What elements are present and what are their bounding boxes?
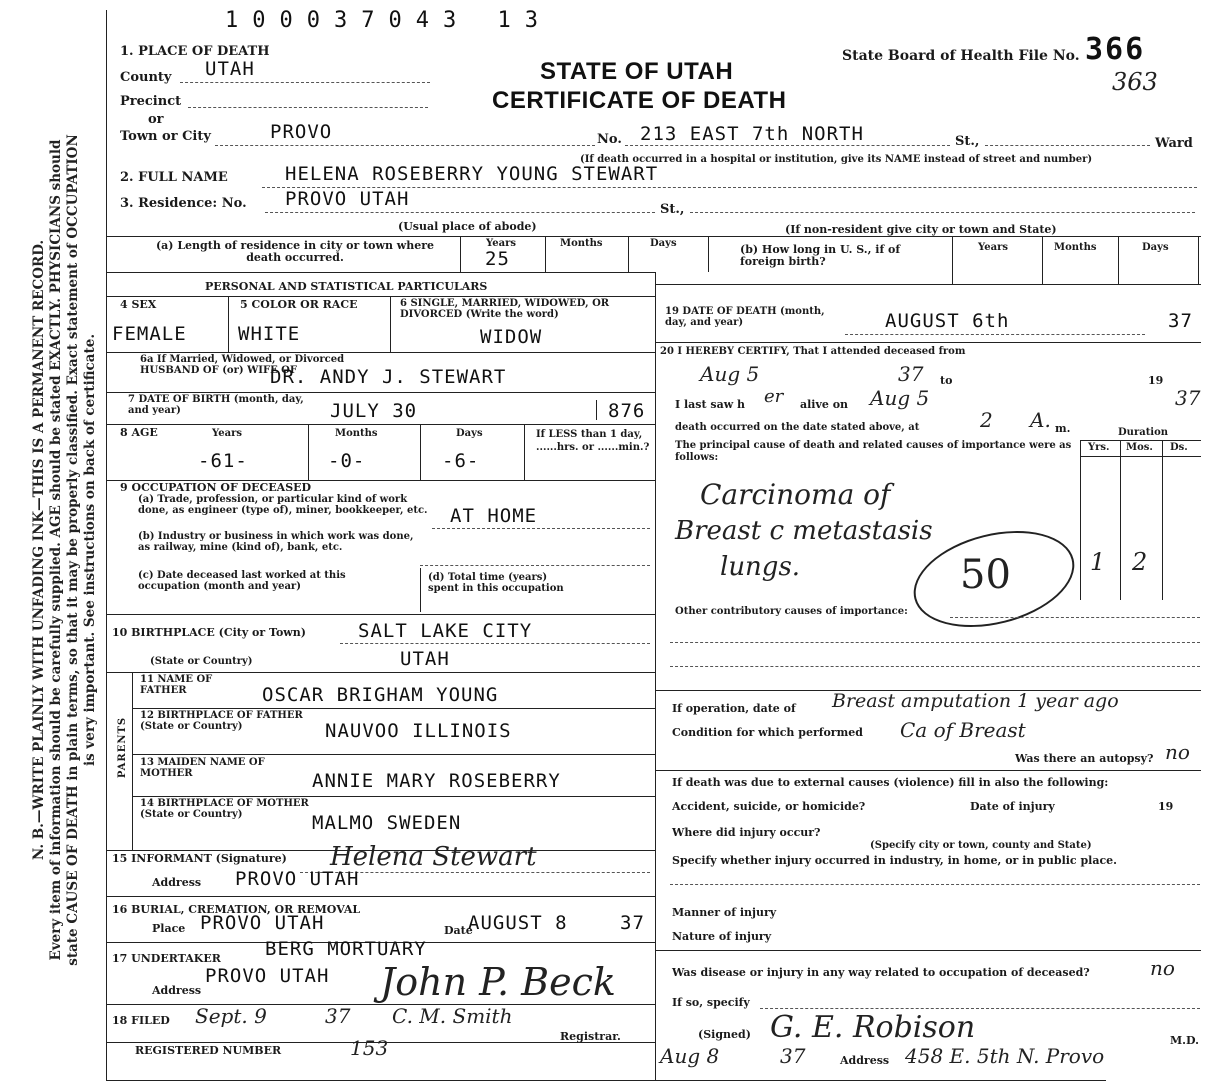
- father-birthplace-value: NAUVOO ILLINOIS: [325, 720, 512, 742]
- where-note: (Specify city or town, county and State): [870, 840, 1092, 851]
- mother-value: ANNIE MARY ROSEBERRY: [312, 770, 561, 792]
- informant-address: PROVO UTAH: [235, 868, 360, 890]
- cause-line-2: Breast c metastasis: [675, 516, 933, 546]
- street-value: 213 EAST 7th NORTH: [640, 123, 864, 145]
- residence-value: PROVO UTAH: [285, 188, 410, 210]
- spouse-value: DR. ANDY J. STEWART: [270, 366, 507, 388]
- attended-from: Aug 5: [700, 362, 760, 386]
- dod-value: AUGUST 6th: [885, 310, 1010, 332]
- filed-label: 18 FILED: [112, 1014, 170, 1027]
- dob-value: JULY 30: [330, 400, 418, 422]
- undertaker-label: 17 UNDERTAKER: [112, 952, 221, 965]
- occupation-d-label: (d) Total time (years) spent in this occupation: [428, 572, 564, 594]
- to-label: to: [940, 374, 953, 387]
- dod-year: 37: [1168, 310, 1193, 332]
- age-years-label: Years: [212, 428, 243, 439]
- occupation-value: AT HOME: [450, 505, 538, 527]
- occupation-heading: 9 OCCUPATION OF DECEASED: [120, 481, 312, 494]
- abode-note: (Usual place of abode): [398, 220, 537, 233]
- filed-year: 37: [325, 1004, 351, 1028]
- injury-year-label: 19: [1158, 800, 1174, 813]
- nonresident-note: (If non-resident give city or town and State): [785, 223, 1057, 236]
- mos-label: Mos.: [1126, 442, 1153, 453]
- cause-label: The principal cause of death and related causes of importance were as follows:: [675, 440, 1072, 463]
- physician-address-label: Address: [840, 1054, 890, 1067]
- birthplace-city: SALT LAKE CITY: [358, 620, 533, 642]
- age-label: 8 AGE: [120, 426, 158, 439]
- county-value: UTAH: [205, 58, 255, 80]
- death-ampm: A.: [1030, 408, 1051, 432]
- burial-label: 16 BURIAL, CREMATION, OR REMOVAL: [112, 903, 361, 916]
- reg-number-label: REGISTERED NUMBER: [135, 1044, 282, 1057]
- dod-label: 19 DATE OF DEATH (month, day, and year): [665, 306, 825, 328]
- file-no-label: State Board of Health File No.: [842, 48, 1080, 64]
- us-months-label: Months: [1054, 242, 1097, 253]
- reg-number: 153: [350, 1036, 389, 1060]
- mother-birthplace-label: 14 BIRTHPLACE OF MOTHER (State or Country): [140, 798, 309, 820]
- birthplace-state-label: (State or Country): [150, 656, 253, 667]
- physician-address: 458 E. 5th N. Provo: [905, 1044, 1105, 1068]
- code-number: 50: [960, 552, 1011, 598]
- town-value: PROVO: [270, 121, 333, 143]
- operation-label: If operation, date of: [672, 702, 796, 715]
- precinct-label: Precinct: [120, 94, 182, 109]
- sex-value: FEMALE: [112, 323, 187, 345]
- file-no-hand: 363: [1112, 68, 1158, 96]
- sidebar-line-3: state CAUSE OF DEATH in plain terms, so that it may be properly classified. Exact statement of OCCUPATION: [65, 134, 81, 966]
- county-label: County: [120, 70, 172, 85]
- autopsy-label: Was there an autopsy?: [1015, 752, 1154, 765]
- burial-date: AUGUST 8: [468, 912, 568, 934]
- occ-related-value: no: [1150, 956, 1175, 980]
- or-label: or: [148, 112, 164, 127]
- file-no: 366: [1085, 32, 1146, 67]
- full-name-label: 2. FULL NAME: [120, 170, 228, 185]
- occupation-b-label: (b) Industry or business in which work was done, as railway, mine (kind of), bank, etc.: [138, 531, 414, 553]
- father-birthplace-label: 12 BIRTHPLACE OF FATHER (State or Country): [140, 710, 303, 732]
- manner-label: Manner of injury: [672, 906, 777, 919]
- condition-label: Condition for which performed: [672, 726, 863, 739]
- occupation-a-label: (a) Trade, profession, or particular kind of work done, as engineer (type of), miner, bookkeeper, etc.: [138, 494, 428, 516]
- cause-yrs: 1: [1090, 548, 1106, 576]
- where-label: Where did injury occur?: [672, 826, 821, 839]
- contrib-label: Other contributory causes of importance:: [675, 606, 908, 617]
- res-months-label: Months: [560, 238, 603, 249]
- us-residence-label: (b) How long in U. S., if of foreign birth?: [740, 243, 901, 268]
- res-years-value: 25: [485, 248, 510, 270]
- age-days-label: Days: [456, 428, 483, 439]
- instructions-sidebar: [30, 60, 100, 1040]
- column-divider: [655, 272, 656, 1080]
- town-label: Town or City: [120, 129, 211, 144]
- nature-label: Nature of injury: [672, 930, 772, 943]
- yrs-label: Yrs.: [1088, 442, 1110, 453]
- sidebar-line-2: Every item of information should be carefully supplied. AGE should be stated EXACTLY. PHYSICIANS should: [48, 139, 64, 961]
- us-days-label: Days: [1142, 242, 1169, 253]
- condition-value: Ca of Breast: [900, 718, 1026, 742]
- informant-signature: Helena Stewart: [330, 842, 537, 872]
- autopsy-value: no: [1165, 740, 1190, 764]
- external-label: If death was due to external causes (violence) fill in also the following:: [672, 776, 1109, 789]
- certify-label: 20 I HEREBY CERTIFY, That I attended deceased from: [660, 346, 966, 357]
- sidebar-line-4: is very important. See instructions on back of certificate.: [82, 333, 98, 767]
- full-name-value: HELENA ROSEBERRY YOUNG STEWART: [285, 163, 659, 185]
- last-saw-label: I last saw h: [675, 398, 746, 411]
- mother-label: 13 MAIDEN NAME OF MOTHER: [140, 757, 265, 779]
- father-label: 11 NAME OF FATHER: [140, 674, 213, 696]
- attended-from-year: 37: [898, 362, 924, 386]
- occ-related-label: Was disease or injury in any way related to occupation of deceased?: [672, 966, 1090, 979]
- undertaker-address-label: Address: [152, 984, 202, 997]
- residence-label: 3. Residence: No.: [120, 196, 247, 211]
- parents-side-label: PARENTS: [117, 716, 129, 779]
- sign-date: Aug 8: [660, 1044, 720, 1068]
- registrar-signature: C. M. Smith: [392, 1004, 513, 1028]
- last-saw-who: er: [764, 386, 784, 407]
- informant-label: 15 INFORMANT (Signature): [112, 852, 287, 865]
- undertaker-address: PROVO UTAH: [205, 965, 330, 987]
- dob-label: 7 DATE OF BIRTH (month, day, and year): [128, 394, 304, 416]
- birthplace-state: UTAH: [400, 648, 450, 670]
- dob-year: 876: [608, 400, 646, 422]
- signed-label: (Signed): [698, 1028, 751, 1041]
- physician-signature: G. E. Robison: [770, 1010, 976, 1045]
- age-years-value: -61-: [198, 450, 248, 472]
- burial-place-label: Place: [152, 922, 186, 935]
- m-label: m.: [1055, 422, 1071, 435]
- age-months-label: Months: [335, 428, 378, 439]
- age-months-value: -0-: [328, 450, 366, 472]
- res-days-label: Days: [650, 238, 677, 249]
- us-years-label: Years: [978, 242, 1009, 253]
- occupation-c-label: (c) Date deceased last worked at this occupation (month and year): [138, 570, 346, 592]
- frame-left: [106, 10, 107, 1080]
- sidebar-line-1: N. B.—WRITE PLAINLY WITH UNFADING INK—THIS IS A PERMANENT RECORD.: [31, 239, 47, 861]
- mother-birthplace-value: MALMO SWEDEN: [312, 812, 462, 834]
- alive-on-label: alive on: [800, 398, 849, 411]
- burial-place: PROVO UTAH: [200, 912, 325, 934]
- race-value: WHITE: [238, 323, 301, 345]
- filed-value: Sept. 9: [195, 1004, 267, 1028]
- occurred-label: death occurred on the date stated above, at: [675, 422, 920, 433]
- operation-value: Breast amputation 1 year ago: [832, 690, 1119, 712]
- residence-st-label: St.,: [660, 202, 685, 217]
- certificate-title: CERTIFICATE OF DEATH: [492, 87, 787, 114]
- street-no-label: No.: [597, 132, 622, 147]
- less-than-day-label: If LESS than 1 day, ......hrs. or ......min.?: [536, 429, 650, 453]
- cause-mos: 2: [1132, 548, 1148, 576]
- injury-date-label: Date of injury: [970, 800, 1055, 813]
- cause-line-1: Carcinoma of: [700, 478, 891, 511]
- marital-value: WIDOW: [480, 326, 543, 348]
- alive-on-value: Aug 5: [870, 386, 930, 410]
- md-label: M.D.: [1170, 1034, 1199, 1047]
- alive-year: 37: [1175, 386, 1201, 410]
- personal-heading: PERSONAL AND STATISTICAL PARTICULARS: [205, 280, 488, 293]
- state-title: STATE OF UTAH: [540, 58, 734, 85]
- if-so-label: If so, specify: [672, 996, 750, 1009]
- burial-date-label: Date: [444, 924, 473, 937]
- frame-bottom: [106, 1080, 1106, 1081]
- top-number: 100037043 13: [225, 8, 552, 33]
- ds-label: Ds.: [1170, 442, 1188, 453]
- length-residence-label: (a) Length of residence in city or town where death occurred.: [155, 239, 435, 264]
- race-label: 5 COLOR OR RACE: [240, 298, 358, 311]
- undertaker-signature: John P. Beck: [380, 960, 616, 1004]
- spouse-label: 6a If Married, Widowed, or Divorced HUSBAND OF (or) WIFE OF: [140, 354, 345, 376]
- marital-label: 6 SINGLE, MARRIED, WIDOWED, OR DIVORCED (Write the word): [400, 298, 610, 320]
- death-hour: 2: [980, 408, 993, 432]
- age-days-value: -6-: [442, 450, 480, 472]
- informant-address-label: Address: [152, 876, 202, 889]
- duration-label: Duration: [1118, 427, 1169, 438]
- ward-label: Ward: [1155, 136, 1193, 151]
- cause-line-3: lungs.: [720, 552, 801, 582]
- sign-year: 37: [780, 1044, 806, 1068]
- st-label: St.,: [955, 134, 980, 149]
- place-heading: 1. PLACE OF DEATH: [120, 44, 270, 59]
- birthplace-label: 10 BIRTHPLACE (City or Town): [112, 626, 306, 639]
- sex-label: 4 SEX: [120, 298, 157, 311]
- father-value: OSCAR BRIGHAM YOUNG: [262, 684, 499, 706]
- to-year-label: 19: [1148, 374, 1164, 387]
- hospital-note: (If death occurred in a hospital or institution, give its NAME instead of street and number): [580, 154, 1093, 165]
- accident-label: Accident, suicide, or homicide?: [672, 800, 866, 813]
- burial-year: 37: [620, 912, 645, 934]
- res-years-label: Years: [486, 238, 517, 249]
- specify-label: Specify whether injury occurred in industry, in home, or in public place.: [672, 854, 1117, 867]
- registrar-label: Registrar.: [560, 1030, 621, 1043]
- undertaker-value: BERG MORTUARY: [265, 938, 427, 960]
